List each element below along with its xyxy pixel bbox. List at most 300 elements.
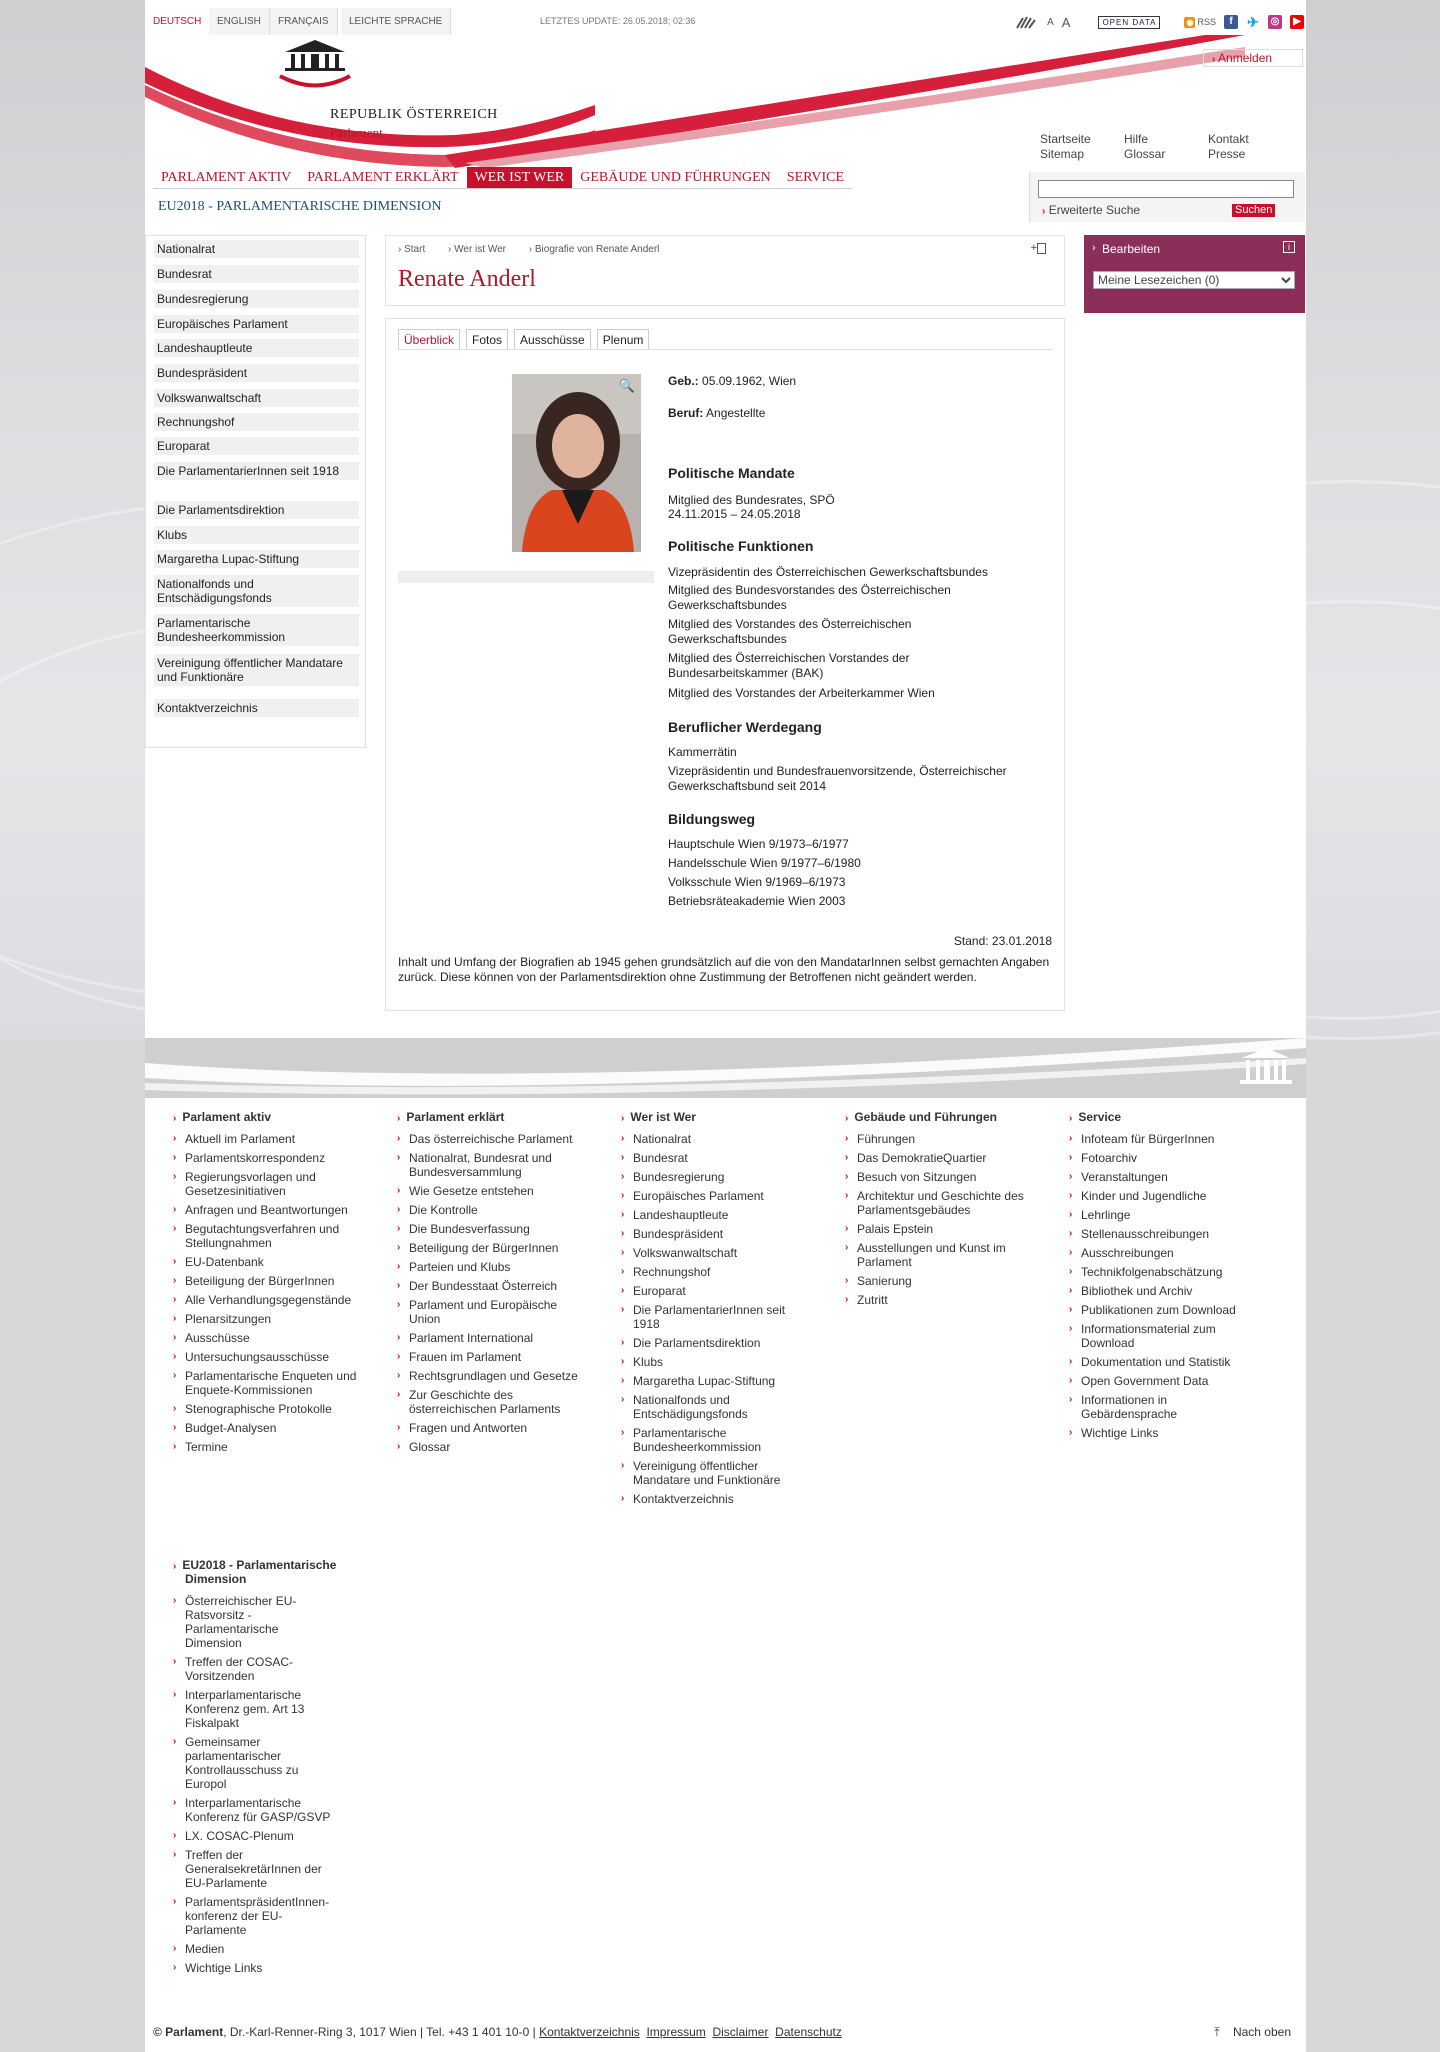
footer-link[interactable] — [613, 1284, 813, 1298]
footer-link[interactable] — [165, 1350, 365, 1364]
chevron-right-icon: › — [173, 1152, 177, 1163]
footer-link-label: Publikationen zum Download — [1081, 1303, 1236, 1317]
tab-plenum[interactable]: Plenum — [597, 329, 650, 349]
info-icon[interactable]: i — [1283, 241, 1295, 253]
birth-value: 05.09.1962, Wien — [702, 374, 797, 388]
footer-link-label: Parlamentarische Bundesheerkommission — [633, 1426, 762, 1454]
chevron-right-icon: › — [173, 1849, 177, 1860]
open-data-link[interactable]: OPEN DATA — [1098, 16, 1160, 29]
footer-link[interactable] — [837, 1170, 1047, 1184]
footer-link[interactable] — [389, 1331, 589, 1345]
function-item: Mitglied des Bundesvorstandes des Österreichischen Gewerkschaftsbundes — [668, 583, 951, 612]
chevron-right-icon: › — [173, 1256, 177, 1267]
footer-link[interactable] — [389, 1298, 589, 1326]
chevron-right-icon: › — [621, 1304, 625, 1315]
toolbar — [1015, 12, 1306, 32]
footer-column — [613, 1110, 813, 1511]
career-item: Vizepräsidentin und Bundesfrauenvorsitzende, Österreichischer Gewerkschaftsbund seit 2014 — [668, 764, 1007, 793]
login-button[interactable] — [1203, 49, 1303, 67]
footer-link-label: ParlamentspräsidentInnen-konferenz der EU-Parlamente — [185, 1895, 330, 1937]
footer-link-label: Dokumentation und Statistik — [1081, 1355, 1231, 1369]
footer-link[interactable] — [165, 1895, 335, 1937]
footer-link-label: Frauen im Parlament — [409, 1350, 522, 1364]
footer-heading-label: EU2018 - Parlamentarische Dimension — [182, 1558, 337, 1586]
sidebar-item[interactable]: Die Parlamentsdirektion — [154, 501, 359, 519]
breadcrumb-label: Start — [404, 244, 426, 255]
sidebar-item[interactable]: Landeshauptleute — [154, 339, 359, 357]
footer-link-label: Sanierung — [857, 1274, 912, 1288]
rss-link[interactable] — [1184, 17, 1216, 28]
footer-link-label: Begutachtungsverfahren und Stellungnahmen — [185, 1222, 340, 1250]
footer-column — [389, 1110, 589, 1459]
footer-link[interactable] — [165, 1594, 335, 1650]
footer-link[interactable] — [1061, 1246, 1261, 1260]
chevron-right-icon: › — [397, 1113, 401, 1124]
sidebar-item[interactable]: Margaretha Lupac-Stiftung — [154, 550, 359, 568]
footer-link[interactable] — [389, 1440, 589, 1454]
lang-francais[interactable]: FRANÇAIS — [270, 8, 338, 35]
footer-link-label: Gemeinsamer parlamentarischer Kontrollausschuss zu Europol — [185, 1735, 299, 1791]
footer-link-label: Ausschüsse — [185, 1331, 250, 1345]
page-container — [145, 0, 1306, 2052]
footer-link-label: Fotoarchiv — [1081, 1151, 1138, 1165]
footer-link[interactable] — [613, 1355, 813, 1369]
footer-link[interactable] — [1061, 1170, 1261, 1184]
education-item: Volksschule Wien 9/1969–6/1973 — [668, 875, 846, 889]
twitter-icon[interactable]: ✈ — [1247, 14, 1259, 30]
footer-link[interactable] — [613, 1189, 813, 1203]
chevron-right-icon: › — [621, 1171, 625, 1182]
advanced-search-label: Erweiterte Suche — [1048, 203, 1141, 217]
footer-link-label: Rechtsgrundlagen und Gesetze — [409, 1369, 578, 1383]
footer-link[interactable] — [1061, 1393, 1261, 1421]
footer-column-heading[interactable] — [165, 1110, 365, 1124]
footer-link-label: Budget-Analysen — [185, 1421, 277, 1435]
footer-link[interactable] — [1061, 1132, 1261, 1146]
sidebar-item[interactable]: Rechnungshof — [154, 413, 359, 431]
chevron-right-icon: › — [621, 1427, 625, 1438]
portrait-image — [512, 374, 641, 552]
footer-link[interactable] — [1061, 1426, 1261, 1440]
footer-link[interactable] — [613, 1132, 813, 1146]
footer-link[interactable] — [389, 1203, 589, 1217]
footer-swoosh — [145, 1038, 1306, 1098]
footer-link[interactable] — [165, 1829, 335, 1843]
chevron-right-icon: › — [173, 1313, 177, 1324]
footer-link-label: Das DemokratieQuartier — [857, 1151, 987, 1165]
footer-link[interactable] — [613, 1265, 813, 1279]
footer-link-label: Infoteam für BürgerInnen — [1081, 1132, 1215, 1146]
footer-link[interactable] — [165, 1331, 365, 1345]
footer-link-label: Aktuell im Parlament — [185, 1132, 296, 1146]
chevron-right-icon: › — [173, 1797, 177, 1808]
footer-link-label: Parlamentskorrespondenz — [185, 1151, 326, 1165]
footer-link[interactable] — [389, 1184, 589, 1198]
footer-link[interactable] — [613, 1459, 813, 1487]
education-item: Handelsschule Wien 9/1977–6/1980 — [668, 856, 861, 870]
last-update: LETZTES UPDATE: 26.05.2018; 02:36 — [540, 16, 696, 26]
chevron-right-icon: › — [397, 1261, 401, 1272]
function-item: Mitglied des Österreichischen Vorstandes der Bundesarbeitskammer (BAK) — [668, 651, 910, 680]
footer-link[interactable] — [165, 1421, 365, 1435]
nav-service[interactable]: SERVICE — [779, 167, 852, 189]
chevron-right-icon: › — [173, 1656, 177, 1667]
sidebar-item[interactable]: Volkswanwaltschaft — [154, 389, 359, 407]
footer-link-label: Führungen — [857, 1132, 916, 1146]
footer-column-heading[interactable] — [389, 1110, 589, 1124]
footer-column — [1061, 1110, 1261, 1445]
footer-link-label: Besuch von Sitzungen — [857, 1170, 977, 1184]
breadcrumb — [398, 244, 679, 255]
search-button[interactable]: Suchen — [1232, 204, 1275, 217]
parliament-logo-icon — [275, 40, 355, 90]
logo-subtitle: Parlament — [330, 125, 383, 140]
copyright-address: , Dr.-Karl-Renner-Ring 3, 1017 Wien | Tel. +43 1 401 10-0 | — [223, 2025, 536, 2039]
footer-link-disclaimer[interactable]: Disclaimer — [712, 2025, 769, 2039]
education-item: Hauptschule Wien 9/1973–6/1977 — [668, 837, 849, 851]
footer-link[interactable] — [1061, 1284, 1261, 1298]
footer-link[interactable] — [837, 1293, 1047, 1307]
footer-link[interactable] — [165, 1735, 335, 1791]
footer-link[interactable] — [837, 1151, 1047, 1165]
footer-column — [837, 1110, 1047, 1312]
footer-link[interactable] — [165, 1293, 365, 1307]
chevron-right-icon: › — [1069, 1209, 1073, 1220]
chevron-right-icon: › — [1069, 1304, 1073, 1315]
sidebar-item[interactable]: Bundesregierung — [154, 290, 359, 308]
section-heading: Beruflicher Werdegang — [668, 719, 822, 735]
footer-link[interactable] — [389, 1260, 589, 1274]
title-card — [385, 235, 1065, 306]
breadcrumb-label: Wer ist Wer — [454, 244, 506, 255]
footer-link[interactable] — [613, 1336, 813, 1350]
add-bookmark-icon[interactable]: + — [1031, 242, 1046, 254]
chevron-right-icon: › — [621, 1337, 625, 1348]
function-item: Mitglied des Vorstandes der Arbeiterkammer Wien — [668, 686, 935, 700]
footer-column-heading[interactable] — [165, 1558, 355, 1586]
sidebar-item[interactable]: Europäisches Parlament — [154, 315, 359, 333]
chevron-right-icon: › — [1069, 1427, 1073, 1438]
tab-fotos[interactable]: Fotos — [466, 329, 508, 349]
sidebar-item[interactable]: Nationalrat — [154, 240, 359, 258]
util-glossar[interactable]: Glossar — [1124, 147, 1166, 161]
chevron-right-icon: › — [173, 1370, 177, 1381]
footer-link[interactable] — [165, 1942, 335, 1956]
footer-heading-label: Gebäude und Führungen — [854, 1110, 998, 1124]
footer-link[interactable] — [1061, 1189, 1261, 1203]
chevron-right-icon: › — [1069, 1323, 1073, 1334]
sidebar-item[interactable]: Parlamentarische Bundesheerkommission — [154, 614, 359, 646]
font-large-button[interactable]: A — [1061, 14, 1071, 30]
footer-link[interactable] — [1061, 1322, 1261, 1350]
chevron-right-icon: › — [1069, 1375, 1073, 1386]
page-title: Renate Anderl — [398, 266, 536, 292]
sidebar-item[interactable]: Klubs — [154, 526, 359, 544]
footer-link[interactable] — [613, 1393, 813, 1421]
chevron-right-icon: › — [397, 1332, 401, 1343]
footer-link[interactable] — [613, 1170, 813, 1184]
youtube-icon[interactable]: ▶ — [1290, 15, 1304, 29]
chevron-right-icon: › — [1069, 1228, 1073, 1239]
util-presse[interactable]: Presse — [1208, 147, 1246, 161]
footer-link-datenschutz[interactable]: Datenschutz — [775, 2025, 842, 2039]
footer-link[interactable] — [165, 1688, 335, 1730]
footer-link-label: Informationsmaterial zum Download — [1081, 1322, 1216, 1350]
footer-link-label: Parlament International — [409, 1331, 534, 1345]
footer-link-label: Europarat — [633, 1284, 686, 1298]
breadcrumb-item: › Biografie von Renate Anderl — [528, 244, 660, 255]
chevron-right-icon: › — [845, 1242, 849, 1253]
footer-heading-label: Parlament erklärt — [406, 1110, 505, 1124]
lang-deutsch[interactable]: DEUTSCH — [145, 8, 210, 35]
footer-link[interactable] — [165, 1312, 365, 1326]
sidebar-item[interactable]: Die ParlamentarierInnen seit 1918 — [154, 462, 359, 480]
footer-band — [145, 1038, 1306, 1098]
chevron-right-icon: › — [1069, 1394, 1073, 1405]
chevron-right-icon: › — [621, 1375, 625, 1386]
search-input[interactable] — [1038, 180, 1294, 198]
util-col-2 — [1124, 132, 1165, 162]
footer-link[interactable] — [165, 1151, 365, 1165]
footer-link[interactable] — [389, 1151, 589, 1179]
footer-link[interactable] — [165, 1796, 335, 1824]
footer-link[interactable] — [165, 1655, 335, 1683]
font-small-button[interactable]: A — [1047, 16, 1054, 28]
sidebar-item[interactable]: Bundesrat — [154, 265, 359, 283]
footer-link[interactable] — [1061, 1151, 1261, 1165]
footer-column — [165, 1110, 365, 1459]
footer-link[interactable] — [613, 1426, 813, 1454]
footer-link-label: Stellenausschreibungen — [1081, 1227, 1210, 1241]
chevron-right-icon: › — [1069, 1152, 1073, 1163]
util-col-1 — [1040, 132, 1091, 162]
footer-link-label: Veranstaltungen — [1081, 1170, 1168, 1184]
footer-link[interactable] — [389, 1241, 589, 1255]
chevron-right-icon: › — [397, 1370, 401, 1381]
chevron-right-icon: › — [621, 1209, 625, 1220]
footer-link-label: Die Bundesverfassung — [409, 1222, 530, 1236]
tab-ausschuesse[interactable]: Ausschüsse — [514, 329, 591, 349]
nav-parlament-erklaert[interactable]: PARLAMENT ERKLÄRT — [299, 167, 466, 189]
footer-link-label: Plenarsitzungen — [185, 1312, 272, 1326]
education-item: Betriebsräteakademie Wien 2003 — [668, 894, 846, 908]
sign-language-icon[interactable] — [1015, 14, 1039, 30]
facebook-icon[interactable]: f — [1224, 15, 1238, 29]
photo-caption-bar — [398, 571, 654, 583]
footer-link[interactable] — [613, 1303, 813, 1331]
footer-link-label: Nationalrat — [633, 1132, 692, 1146]
chevron-right-icon: › — [1069, 1266, 1073, 1277]
footer-link[interactable] — [837, 1189, 1047, 1217]
util-startseite[interactable]: Startseite — [1040, 132, 1091, 146]
edit-panel-header[interactable]: Bearbeiten — [1102, 242, 1161, 256]
chevron-right-icon: › — [173, 1223, 177, 1234]
footer-link-label: Parteien und Klubs — [409, 1260, 511, 1274]
sidebar-item[interactable]: Kontaktverzeichnis — [154, 699, 359, 717]
sidebar-item[interactable]: Vereinigung öffentlicher Mandatare und Funktionäre — [154, 654, 359, 686]
footer-link-label: Die Kontrolle — [409, 1203, 478, 1217]
footer-link[interactable] — [165, 1132, 365, 1146]
chevron-right-icon: › — [173, 1561, 177, 1572]
bookmarks-select[interactable] — [1093, 271, 1295, 289]
footer-link[interactable] — [1061, 1227, 1261, 1241]
footer-link[interactable] — [389, 1222, 589, 1236]
footer-link-label: Technikfolgenabschätzung — [1081, 1265, 1223, 1279]
chevron-right-icon: › — [845, 1171, 849, 1182]
footer-link[interactable] — [1061, 1374, 1261, 1388]
zoom-icon[interactable]: 🔍 — [618, 378, 635, 393]
footer-link-label: Das österreichische Parlament — [409, 1132, 573, 1146]
footer-heading-label: Parlament aktiv — [182, 1110, 272, 1124]
util-hilfe[interactable]: Hilfe — [1124, 132, 1149, 146]
footer-link[interactable] — [165, 1848, 335, 1890]
chevron-right-icon: › — [173, 1204, 177, 1215]
breadcrumb-label: Biografie von Renate Anderl — [534, 244, 660, 255]
arrow-up-icon: ⤒ — [1214, 2025, 1220, 2039]
section-heading: Bildungsweg — [668, 811, 756, 827]
footer-link[interactable] — [837, 1222, 1047, 1236]
footer-link-label: Kinder und Jugendliche — [1081, 1189, 1207, 1203]
birth-label: Geb.: — [668, 374, 699, 388]
profession-value: Angestellte — [706, 406, 766, 420]
top-bar — [145, 8, 1306, 35]
chevron-right-icon: › — [1212, 54, 1216, 65]
lang-leichte-sprache[interactable]: LEICHTE SPRACHE — [341, 8, 451, 35]
footer-link[interactable] — [1061, 1265, 1261, 1279]
footer-link[interactable] — [165, 1961, 335, 1975]
footer-link[interactable] — [389, 1132, 589, 1146]
footer-link[interactable] — [1061, 1208, 1261, 1222]
chevron-right-icon: › — [397, 1152, 401, 1163]
footer-link-label: Regierungsvorlagen und Gesetzesinitiativen — [185, 1170, 316, 1198]
chevron-right-icon: › — [621, 1266, 625, 1277]
footer-link-label: Beteiligung der BürgerInnen — [185, 1274, 335, 1288]
footer-link-label: Palais Epstein — [857, 1222, 934, 1236]
footer-link[interactable] — [165, 1274, 365, 1288]
footer-column — [165, 1558, 355, 1980]
footer-link-kontakt[interactable]: Kontaktverzeichnis — [539, 2025, 640, 2039]
footer-link[interactable] — [389, 1350, 589, 1364]
footer-link[interactable] — [613, 1246, 813, 1260]
chevron-right-icon: › — [173, 1736, 177, 1747]
chevron-right-icon: › — [173, 1422, 177, 1433]
instagram-icon[interactable]: ◎ — [1268, 15, 1282, 29]
function-item: Mitglied des Vorstandes des Österreichischen Gewerkschaftsbundes — [668, 617, 912, 646]
sidebar-item[interactable]: Europarat — [154, 437, 359, 455]
footer-link-label: Ausschreibungen — [1081, 1246, 1174, 1260]
chevron-right-icon: › — [173, 1896, 177, 1907]
footer-link-label: Zur Geschichte des österreichischen Parlaments — [409, 1388, 561, 1416]
chevron-right-icon: › — [397, 1280, 401, 1291]
footer-link-label: Der Bundesstaat Österreich — [409, 1279, 558, 1293]
footer-link-label: Nationalrat, Bundesrat und Bundesversammlung — [409, 1151, 552, 1179]
portrait-photo[interactable] — [512, 374, 641, 552]
footer-link[interactable] — [1061, 1303, 1261, 1317]
footer-link-label: Österreichischer EU-Ratsvorsitz - Parlamentarische Dimension — [185, 1594, 297, 1650]
footer-link[interactable] — [1061, 1355, 1261, 1369]
lang-english[interactable]: ENGLISH — [209, 8, 270, 35]
tab-ueberblick[interactable]: Überblick — [398, 329, 460, 349]
footer-link[interactable] — [389, 1279, 589, 1293]
util-sitemap[interactable]: Sitemap — [1040, 147, 1085, 161]
search-box — [1029, 172, 1305, 222]
footer-link[interactable] — [613, 1151, 813, 1165]
chevron-right-icon: › — [621, 1133, 625, 1144]
footer-link-label: Zutritt — [857, 1293, 888, 1307]
subnav-eu2018[interactable]: EU2018 - PARLAMENTARISCHE DIMENSION — [158, 199, 442, 214]
footer-link[interactable] — [389, 1388, 589, 1416]
sidebar-item[interactable]: Bundespräsident — [154, 364, 359, 382]
footer-link[interactable] — [165, 1440, 365, 1454]
footer-link[interactable] — [613, 1227, 813, 1241]
chevron-right-icon: › — [621, 1460, 625, 1471]
footer-link[interactable] — [613, 1208, 813, 1222]
footer-link[interactable] — [389, 1369, 589, 1383]
chevron-right-icon: › — [173, 1595, 177, 1606]
footer-link-label: Interparlamentarische Konferenz gem. Art 13 Fiskalpakt — [185, 1688, 305, 1730]
footer-link[interactable] — [837, 1241, 1047, 1269]
footer-link-label: Margaretha Lupac-Stiftung — [633, 1374, 776, 1388]
copyright — [153, 2025, 842, 2039]
chevron-right-icon: › — [173, 1113, 177, 1124]
footer-link[interactable] — [165, 1369, 365, 1397]
footer-link[interactable] — [837, 1132, 1047, 1146]
footer-link-label: EU-Datenbank — [185, 1255, 264, 1269]
footer-link[interactable] — [165, 1255, 365, 1269]
footer-link-label: Anfragen und Beantwortungen — [185, 1203, 348, 1217]
chevron-right-icon: › — [173, 1689, 177, 1700]
footer-column-heading[interactable] — [1061, 1110, 1261, 1124]
back-to-top-label: Nach oben — [1232, 2025, 1291, 2039]
footer-column-heading[interactable] — [613, 1110, 813, 1124]
nav-gebaeude[interactable]: GEBÄUDE UND FÜHRUNGEN — [572, 167, 779, 189]
chevron-right-icon: › — [397, 1441, 401, 1452]
chevron-right-icon: › — [173, 1133, 177, 1144]
footer-link[interactable] — [613, 1374, 813, 1388]
footer-link[interactable] — [837, 1274, 1047, 1288]
footer-link-label: Untersuchungsausschüsse — [185, 1350, 330, 1364]
chevron-right-icon: › — [845, 1152, 849, 1163]
footer-link-label: LX. COSAC-Plenum — [185, 1829, 294, 1843]
nav-wer-ist-wer[interactable]: WER IST WER — [467, 167, 573, 189]
header — [145, 35, 1306, 170]
footer-link[interactable] — [389, 1421, 589, 1435]
sidebar-item[interactable]: Nationalfonds und Entschädigungsfonds — [154, 575, 359, 607]
footer-link-label: Die Parlamentsdirektion — [633, 1336, 761, 1350]
footer-link-impressum[interactable]: Impressum — [646, 2025, 706, 2039]
breadcrumb-item[interactable]: › Start — [398, 244, 426, 255]
footer-link-label: Fragen und Antworten — [409, 1421, 528, 1435]
advanced-search-link[interactable] — [1042, 203, 1140, 217]
chevron-right-icon: › — [621, 1113, 625, 1124]
chevron-right-icon: › — [1069, 1190, 1073, 1201]
back-to-top-button[interactable] — [1214, 2025, 1291, 2040]
edit-panel — [1084, 235, 1305, 313]
footer-link[interactable] — [165, 1402, 365, 1416]
chevron-right-icon: › — [1069, 1285, 1073, 1296]
footer-link[interactable] — [165, 1203, 365, 1217]
footer-link[interactable] — [165, 1170, 365, 1198]
chevron-right-icon: › — [845, 1275, 849, 1286]
nav-parlament-aktiv[interactable]: PARLAMENT AKTIV — [153, 167, 299, 189]
breadcrumb-item[interactable]: › Wer ist Wer — [448, 244, 506, 255]
left-sidebar — [145, 235, 366, 748]
footer-link-label: Bundesregierung — [633, 1170, 725, 1184]
util-kontakt[interactable]: Kontakt — [1208, 132, 1249, 146]
footer-column-heading[interactable] — [837, 1110, 1047, 1124]
footer-link[interactable] — [613, 1492, 813, 1506]
footer-link[interactable] — [165, 1222, 365, 1250]
